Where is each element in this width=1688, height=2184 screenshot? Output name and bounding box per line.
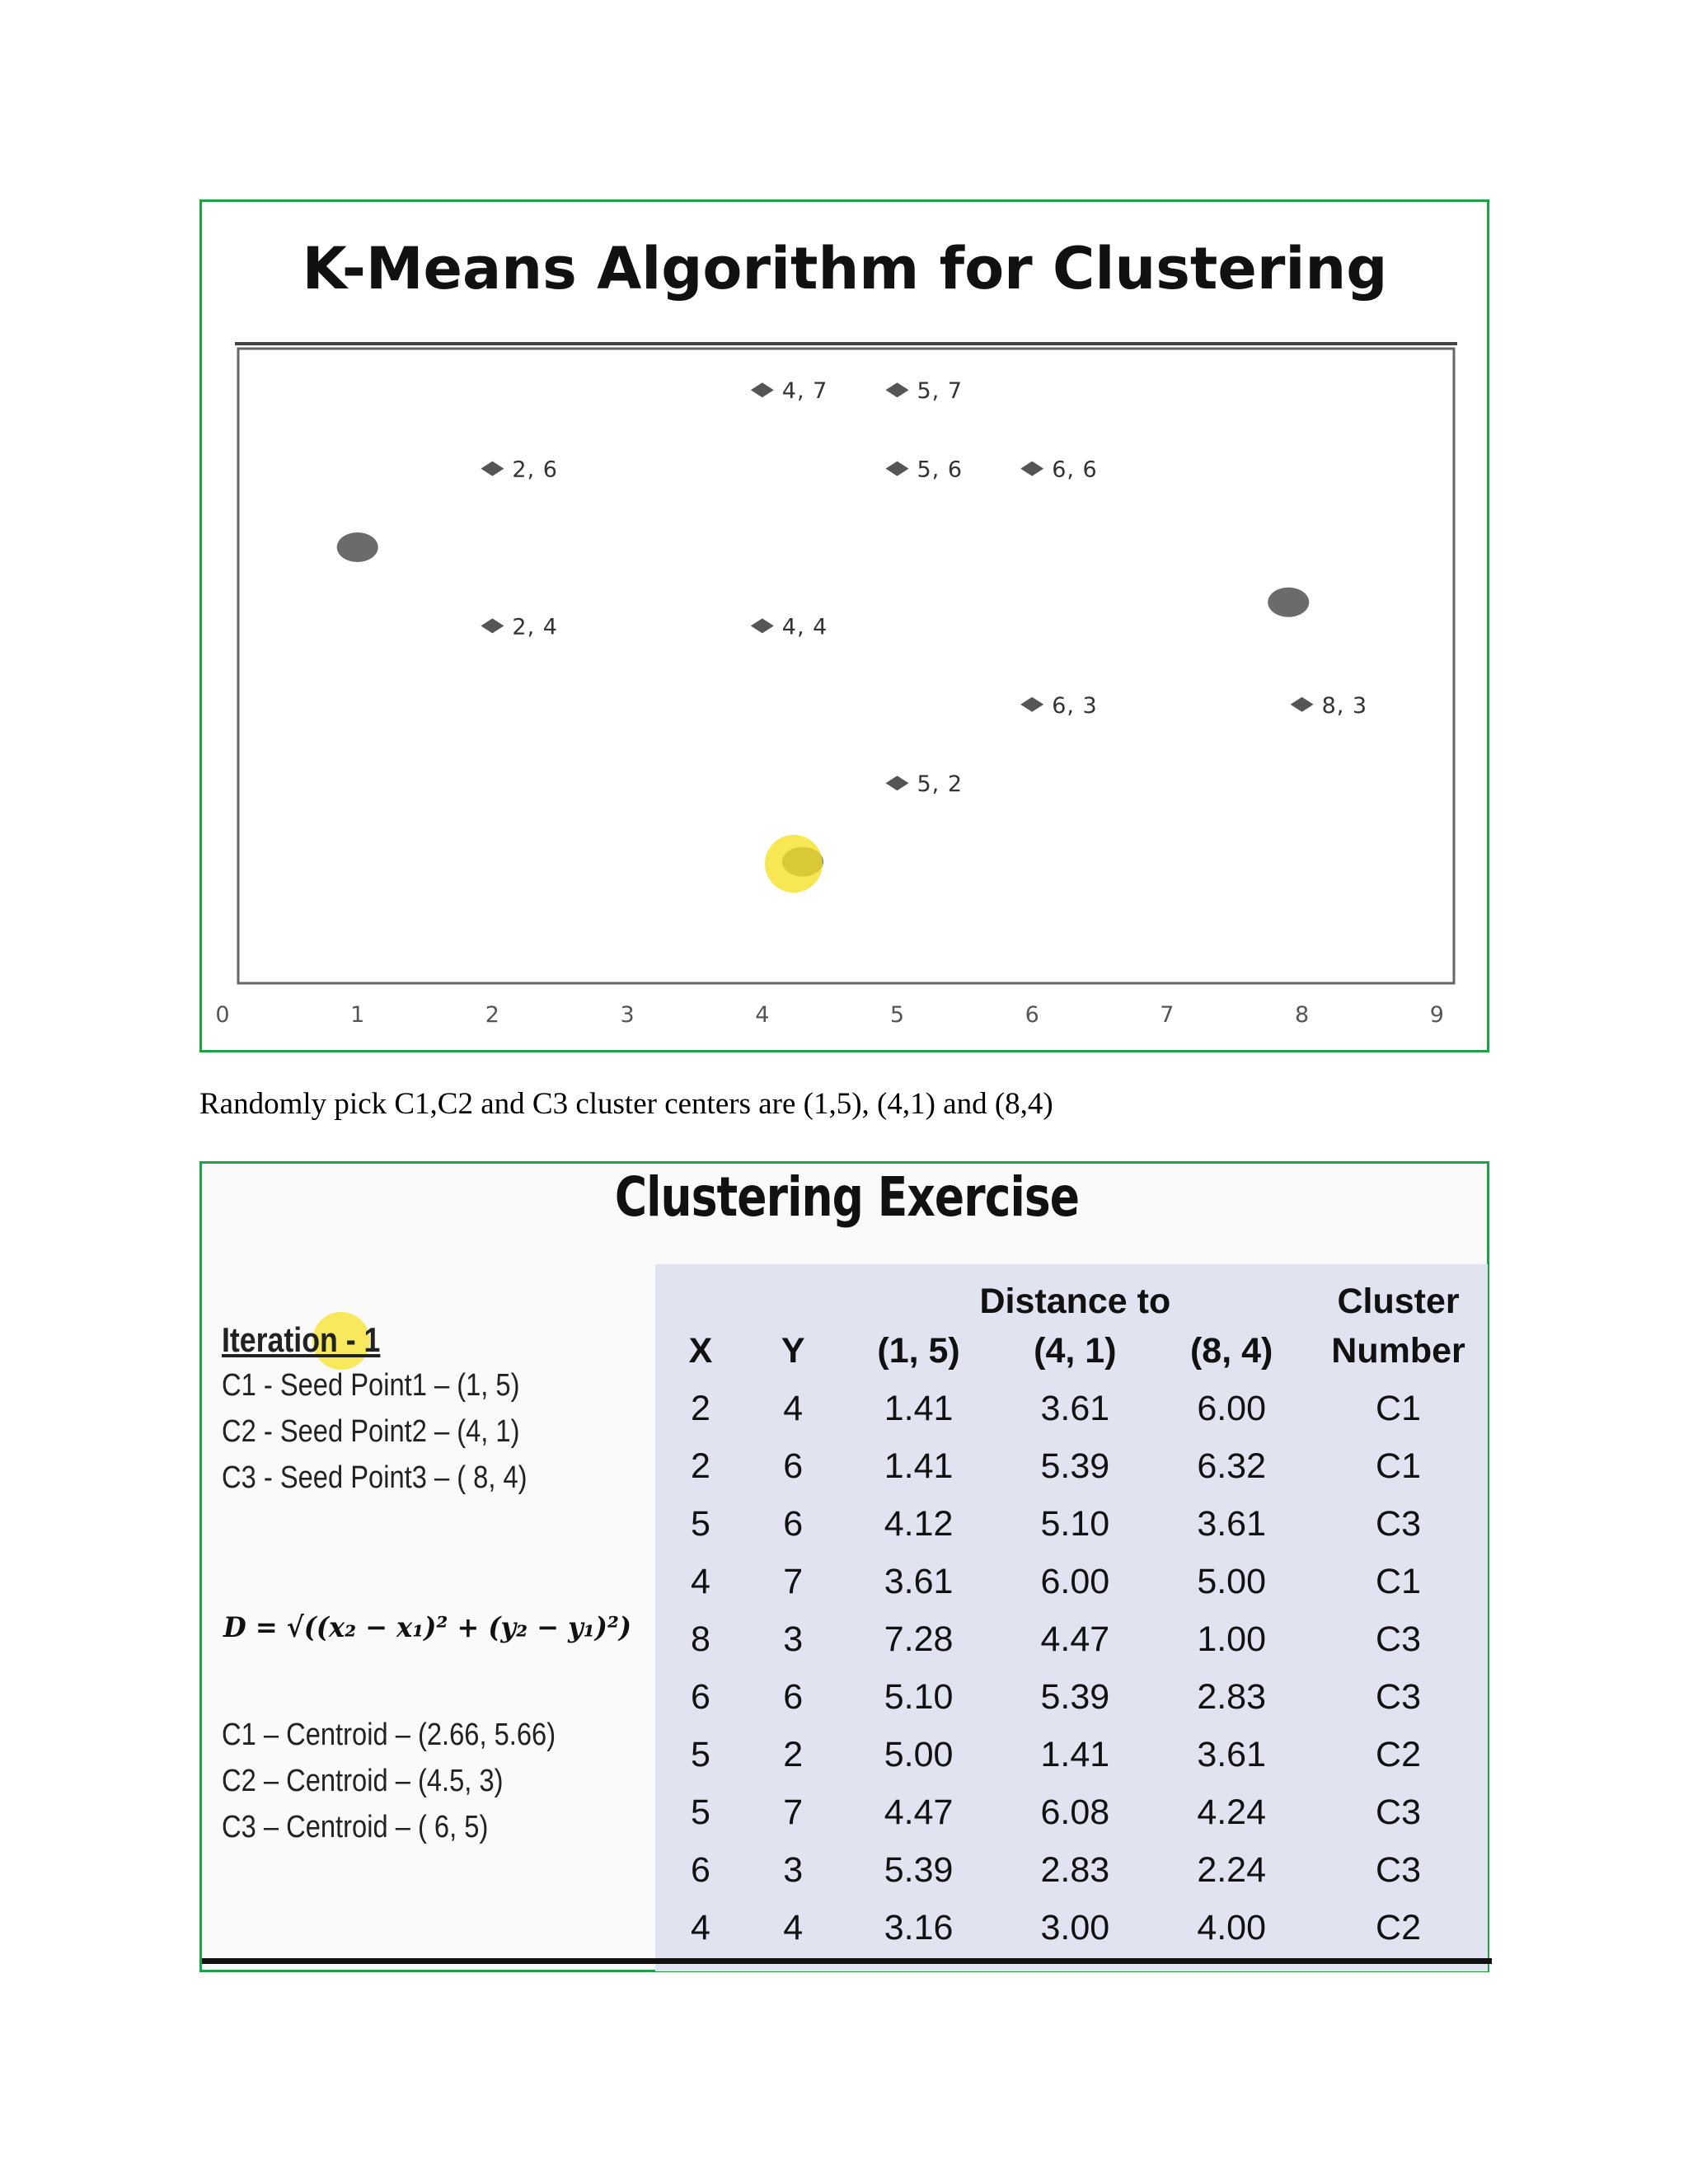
table-cell: 4 bbox=[690, 1561, 710, 1601]
table-cell: 5.39 bbox=[1040, 1446, 1110, 1486]
table-cell: 1.41 bbox=[884, 1446, 954, 1486]
data-point-label: 5, 6 bbox=[917, 457, 964, 483]
table-cell: 8 bbox=[690, 1619, 710, 1659]
table-row bbox=[655, 1668, 1487, 1726]
table-row bbox=[655, 1726, 1487, 1783]
cluster-header-top: Cluster bbox=[1337, 1282, 1460, 1321]
table-cell: 2.83 bbox=[1040, 1849, 1110, 1890]
table-cell: C3 bbox=[1376, 1503, 1422, 1544]
table-cell: 5.10 bbox=[1040, 1503, 1110, 1544]
data-point-label: 5, 7 bbox=[917, 378, 964, 405]
table-cell: 3 bbox=[783, 1619, 804, 1659]
iteration-title: Iteration - 1 bbox=[222, 1320, 381, 1359]
table-cell: 3.61 bbox=[1197, 1734, 1267, 1774]
x-tick-label: 4 bbox=[755, 1002, 770, 1028]
table-row bbox=[655, 1841, 1487, 1899]
x-tick-label: 7 bbox=[1160, 1002, 1175, 1028]
table-cell: 5.39 bbox=[1040, 1676, 1110, 1717]
table-cell: 6.32 bbox=[1197, 1446, 1267, 1486]
seed-point-2: C2 - Seed Point2 – (4, 1) bbox=[222, 1414, 520, 1449]
plot-area bbox=[238, 349, 1454, 983]
table-row bbox=[655, 1899, 1487, 1957]
data-point-marker bbox=[886, 382, 909, 397]
x-tick-label: 2 bbox=[485, 1002, 499, 1028]
table-cell: 3.16 bbox=[884, 1907, 954, 1947]
x-tick-label: 9 bbox=[1429, 1002, 1444, 1028]
table-cell: 2.24 bbox=[1197, 1849, 1267, 1890]
table-cell: 5 bbox=[690, 1792, 710, 1832]
bottom-rule bbox=[202, 1958, 1492, 1964]
x-tick-label: 0 bbox=[215, 1002, 230, 1028]
table-cell: 2.83 bbox=[1197, 1676, 1267, 1717]
table-cell: 4 bbox=[690, 1907, 710, 1947]
table-cell: 1.00 bbox=[1197, 1619, 1267, 1659]
table-cell: 2 bbox=[783, 1734, 804, 1774]
table-cell: 5.00 bbox=[1197, 1561, 1267, 1601]
table-cell: 6 bbox=[690, 1676, 710, 1717]
cluster-center-marker bbox=[1268, 588, 1309, 617]
kmeans-scatter-figure bbox=[199, 199, 1489, 1052]
header-dist-c3: (8, 4) bbox=[1189, 1330, 1273, 1371]
centroid-c3: C3 – Centroid – ( 6, 5) bbox=[222, 1810, 489, 1844]
table-cell: 3.61 bbox=[1040, 1388, 1110, 1428]
table-row bbox=[655, 1553, 1487, 1610]
distance-group-header: Distance to bbox=[979, 1282, 1171, 1321]
data-point-label: 5, 2 bbox=[917, 771, 964, 798]
data-point-marker bbox=[886, 776, 909, 790]
table-cell: 4.47 bbox=[1040, 1619, 1110, 1659]
table-cell: 7.28 bbox=[884, 1619, 954, 1659]
table-cell: 4.12 bbox=[884, 1503, 954, 1544]
table-row bbox=[655, 1495, 1487, 1553]
table-cell: 6 bbox=[783, 1446, 804, 1486]
cursor-highlight bbox=[765, 835, 823, 893]
scatter-plot bbox=[202, 202, 1487, 1050]
table-cell: 6.00 bbox=[1197, 1388, 1267, 1428]
table-cell: 2 bbox=[690, 1388, 710, 1428]
x-tick-label: 6 bbox=[1025, 1002, 1039, 1028]
table-cell: 6 bbox=[690, 1849, 710, 1890]
seed-point-3: C3 - Seed Point3 – ( 8, 4) bbox=[222, 1460, 528, 1495]
table-cell: 3 bbox=[783, 1849, 804, 1890]
table-cell: 3.61 bbox=[1197, 1503, 1267, 1544]
distance-table bbox=[655, 1264, 1487, 1957]
table-cell: C1 bbox=[1376, 1388, 1422, 1428]
table-cell: 6 bbox=[783, 1676, 804, 1717]
header-x: X bbox=[688, 1330, 713, 1371]
clustering-exercise-figure bbox=[199, 1161, 1489, 1972]
table-cell: 5 bbox=[690, 1503, 710, 1544]
data-point-marker bbox=[1020, 462, 1043, 476]
table-cell: 4.47 bbox=[884, 1792, 954, 1832]
table-cell: 7 bbox=[783, 1792, 804, 1832]
header-cluster-number: Number bbox=[1331, 1330, 1465, 1371]
data-point-label: 6, 3 bbox=[1052, 692, 1098, 719]
x-tick-label: 8 bbox=[1295, 1002, 1310, 1028]
x-tick-label: 3 bbox=[620, 1002, 635, 1028]
table-cell: C3 bbox=[1376, 1849, 1422, 1890]
data-point-marker bbox=[886, 462, 909, 476]
seed-point-1: C1 - Seed Point1 – (1, 5) bbox=[222, 1368, 520, 1403]
table-cell: 5.10 bbox=[884, 1676, 954, 1717]
data-point-label: 6, 6 bbox=[1052, 457, 1098, 483]
table-cell: 3.61 bbox=[884, 1561, 954, 1601]
table-cell: 1.41 bbox=[884, 1388, 954, 1428]
table-row bbox=[655, 1610, 1487, 1668]
table-cell: 6.08 bbox=[1040, 1792, 1110, 1832]
table-cell: 5 bbox=[690, 1734, 710, 1774]
caption-text: Randomly pick C1,C2 and C3 cluster centers are (1,5), (4,1) and (8,4) bbox=[199, 1087, 1053, 1121]
table-cell: 4 bbox=[783, 1907, 804, 1947]
data-point-label: 2, 6 bbox=[512, 457, 558, 483]
table-cell: C2 bbox=[1376, 1734, 1422, 1774]
distance-formula bbox=[222, 1594, 650, 1660]
table-cell: 2 bbox=[690, 1446, 710, 1486]
exercise-title: Clustering Exercise bbox=[614, 1165, 1080, 1229]
table-cell: 3.00 bbox=[1040, 1907, 1110, 1947]
table-cell: 5.39 bbox=[884, 1849, 954, 1890]
table-cell: 7 bbox=[783, 1561, 804, 1601]
formula-text: D = √((x₂ − x₁)² + (y₂ − y₁)²) bbox=[223, 1611, 631, 1644]
table-cell: 1.41 bbox=[1040, 1734, 1110, 1774]
data-point-marker bbox=[751, 382, 774, 397]
table-row bbox=[655, 1380, 1487, 1437]
header-dist-c1: (1, 5) bbox=[877, 1330, 960, 1371]
table-cell: 4.24 bbox=[1197, 1792, 1267, 1832]
table-cell: 5.00 bbox=[884, 1734, 954, 1774]
table-cell: 6.00 bbox=[1040, 1561, 1110, 1601]
centroid-c2: C2 – Centroid – (4.5, 3) bbox=[222, 1764, 504, 1798]
x-tick-label: 1 bbox=[350, 1002, 365, 1028]
table-cell: C3 bbox=[1376, 1792, 1422, 1832]
header-dist-c2: (4, 1) bbox=[1034, 1330, 1117, 1371]
data-point-marker bbox=[751, 618, 774, 633]
table-cell: C2 bbox=[1376, 1907, 1422, 1947]
data-point-label: 8, 3 bbox=[1321, 692, 1368, 719]
table-cell: C3 bbox=[1376, 1676, 1422, 1717]
table-cell: C1 bbox=[1376, 1446, 1422, 1486]
data-point-label: 2, 4 bbox=[512, 614, 558, 640]
data-point-label: 4, 4 bbox=[781, 614, 828, 640]
centroid-c1: C1 – Centroid – (2.66, 5.66) bbox=[222, 1718, 556, 1752]
cluster-center-marker bbox=[337, 532, 378, 562]
data-point-marker bbox=[1020, 697, 1043, 712]
table-cell: C3 bbox=[1376, 1619, 1422, 1659]
table-cell: 4 bbox=[783, 1388, 804, 1428]
table-cell: 6 bbox=[783, 1503, 804, 1544]
table-row bbox=[655, 1437, 1487, 1495]
table-cell: 4.00 bbox=[1197, 1907, 1267, 1947]
data-point-marker bbox=[481, 462, 504, 476]
chart-title: K-Means Algorithm for Clustering bbox=[302, 235, 1388, 302]
x-tick-label: 5 bbox=[889, 1002, 905, 1028]
data-point-marker bbox=[481, 618, 504, 633]
data-point-label: 4, 7 bbox=[781, 378, 828, 405]
table-cell: C1 bbox=[1376, 1561, 1422, 1601]
header-y: Y bbox=[781, 1330, 805, 1371]
table-row bbox=[655, 1783, 1487, 1841]
data-point-marker bbox=[1291, 697, 1314, 712]
